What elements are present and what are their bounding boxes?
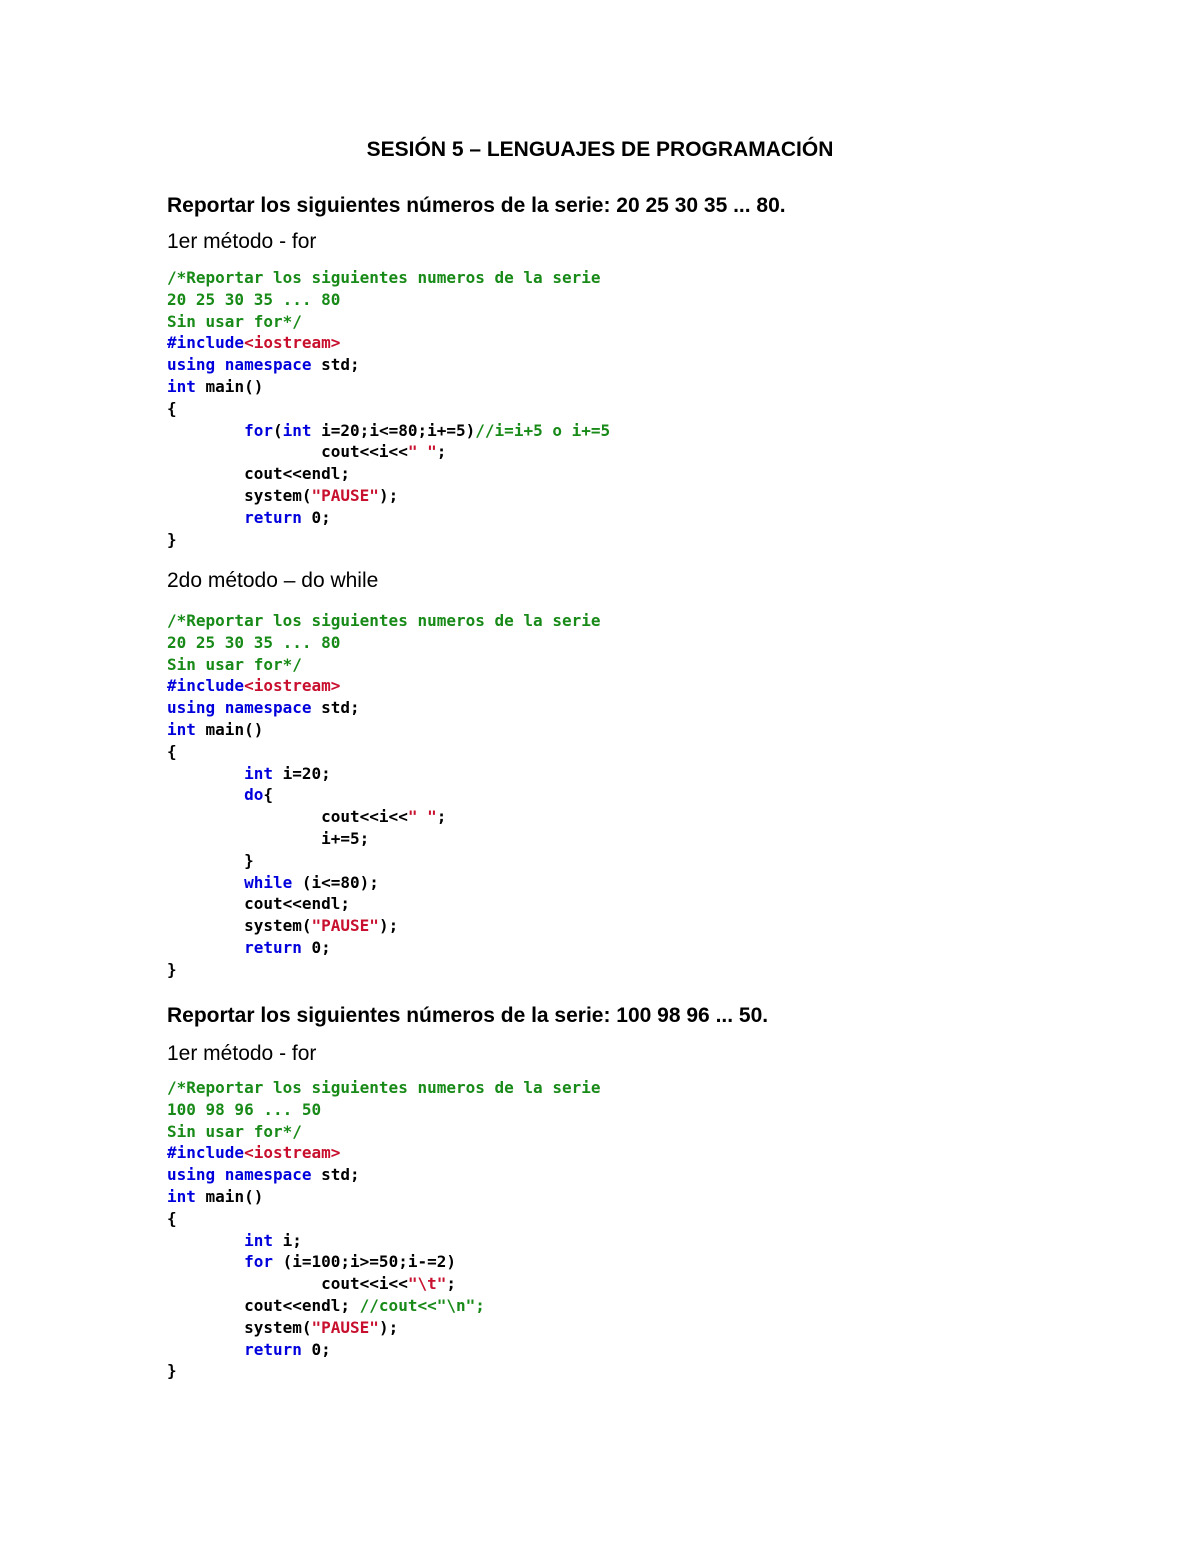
code-line [167,719,600,741]
code-line [167,959,600,981]
code-token: ( [272,420,283,440]
code-line [167,1164,600,1186]
code-token: cout<<i<< [167,1274,408,1294]
code-line [167,311,610,333]
code-token: std; [311,355,360,375]
code-token: system( [167,1317,312,1337]
code-token: { [167,398,177,418]
code-token: Sin usar for*/ [167,1121,302,1141]
code-line [167,529,610,551]
section-heading-1: Reportar los siguientes números de la serie: 20 25 30 35 ... 80. [167,194,786,217]
code-token: system( [167,916,312,936]
code-token: /*Reportar los siguientes numeros de la serie [167,1078,601,1097]
section-heading-2: Reportar los siguientes números de la serie: 100 98 96 ... 50. [167,1004,769,1027]
code-token: main() [195,1186,264,1206]
code-token: //i=i+5 o i+=5 [475,420,611,440]
code-token: } [167,850,254,870]
method-label-3: 1er método - for [167,1042,317,1065]
code-line [167,893,600,915]
code-token: ); [378,1317,399,1337]
code-line [167,763,600,785]
code-token: Sin usar for*/ [167,654,302,674]
code-token: do [167,785,264,805]
code-line [167,872,600,894]
code-token: } [167,1361,177,1381]
code-token: } [167,959,177,979]
code-token: main() [195,719,264,739]
code-line [167,267,610,289]
code-token: <iostream> [244,676,341,696]
code-token: /*Reportar los siguientes numeros de la serie [167,268,601,287]
code-token: { [167,741,177,761]
code-line [167,806,600,828]
code-line [167,485,610,507]
code-token: i; [272,1230,302,1250]
page-title: SESIÓN 5 – LENGUAJES DE PROGRAMACIÓN [366,138,834,161]
code-line [167,1295,600,1317]
code-token: ; [446,1274,456,1294]
code-token: i=20; [272,763,331,783]
code-line [167,675,600,697]
code-token: cout<<endl; [167,1295,360,1315]
code-line [167,784,600,806]
code-line [167,654,600,676]
code-block-2 [167,610,600,981]
code-line [167,1186,600,1208]
code-token: "PAUSE" [311,916,379,936]
code-token: { [167,1208,177,1228]
code-token: while [167,872,293,892]
code-token: "PAUSE" [311,1317,379,1337]
code-token: ); [378,916,399,936]
code-token: 20 25 30 35 ... 80 [167,632,341,652]
code-token: Sin usar for*/ [167,311,302,331]
code-line [167,441,610,463]
code-token: int [167,719,196,739]
code-line [167,632,600,654]
code-token: /*Reportar los siguientes numeros de la serie [167,611,601,630]
code-token: using namespace [167,355,312,375]
method-label-1: 1er método - for [167,230,317,253]
code-token: cout<<i<< [167,807,408,827]
code-token: 0; [301,1339,331,1359]
code-line [167,915,600,937]
code-token: int [167,1186,196,1206]
code-token: 0; [301,507,331,527]
code-token: cout<<endl; [167,894,351,914]
code-token: int [167,1230,273,1250]
code-line [167,289,610,311]
code-token: <iostream> [244,333,341,353]
code-line [167,1251,600,1273]
code-token: main() [195,376,264,396]
code-token: for [167,1252,273,1272]
code-token: 100 98 96 ... 50 [167,1099,322,1119]
code-token: cout<<endl; [167,464,351,484]
code-line [167,1099,600,1121]
code-line [167,1077,600,1099]
code-line [167,463,610,485]
code-token: system( [167,485,312,505]
code-token: ); [378,485,399,505]
code-line [167,1121,600,1143]
code-line [167,697,600,719]
code-line [167,354,610,376]
code-block-3 [167,1077,600,1382]
code-line [167,1273,600,1295]
code-token: #include [167,1143,245,1163]
method-label-2: 2do método – do while [167,569,379,592]
code-token: (i=100;i>=50;i-=2) [272,1252,456,1272]
code-token: std; [311,1165,360,1185]
code-token: 0; [301,937,331,957]
code-token: i=20;i<=80;i+=5) [311,420,476,440]
code-token: "\t" [407,1274,447,1294]
code-token: for [167,420,273,440]
code-token: (i<=80); [292,872,379,892]
code-line [167,850,600,872]
code-token: return [167,937,302,957]
code-line [167,1208,600,1230]
code-token: using namespace [167,698,312,718]
code-token: std; [311,698,360,718]
code-token: cout<<i<< [167,442,408,462]
code-token: 20 25 30 35 ... 80 [167,289,341,309]
code-token: #include [167,333,245,353]
code-token: "PAUSE" [311,485,379,505]
code-line [167,610,600,632]
code-block-1 [167,267,610,550]
code-line [167,507,610,529]
code-token: return [167,507,302,527]
code-token: " " [407,442,437,462]
code-line [167,332,610,354]
code-token: using namespace [167,1165,312,1185]
code-token: int [167,763,273,783]
code-token: //cout<<"\n"; [359,1295,485,1315]
code-line [167,937,600,959]
code-token: i+=5; [167,828,370,848]
code-line [167,1339,600,1361]
code-token: <iostream> [244,1143,341,1163]
code-line [167,398,610,420]
code-line [167,1317,600,1339]
code-token: ; [436,807,447,827]
code-token: int [282,420,312,440]
code-line [167,828,600,850]
code-line [167,1230,600,1252]
code-line [167,1360,600,1382]
code-token: int [167,376,196,396]
code-token: return [167,1339,302,1359]
code-token: { [263,785,273,805]
code-token: #include [167,676,245,696]
code-line [167,420,610,442]
code-token: } [167,529,177,549]
code-line [167,1142,600,1164]
code-line [167,741,600,763]
code-token: " " [407,807,437,827]
code-token: ; [436,442,447,462]
code-line [167,376,610,398]
